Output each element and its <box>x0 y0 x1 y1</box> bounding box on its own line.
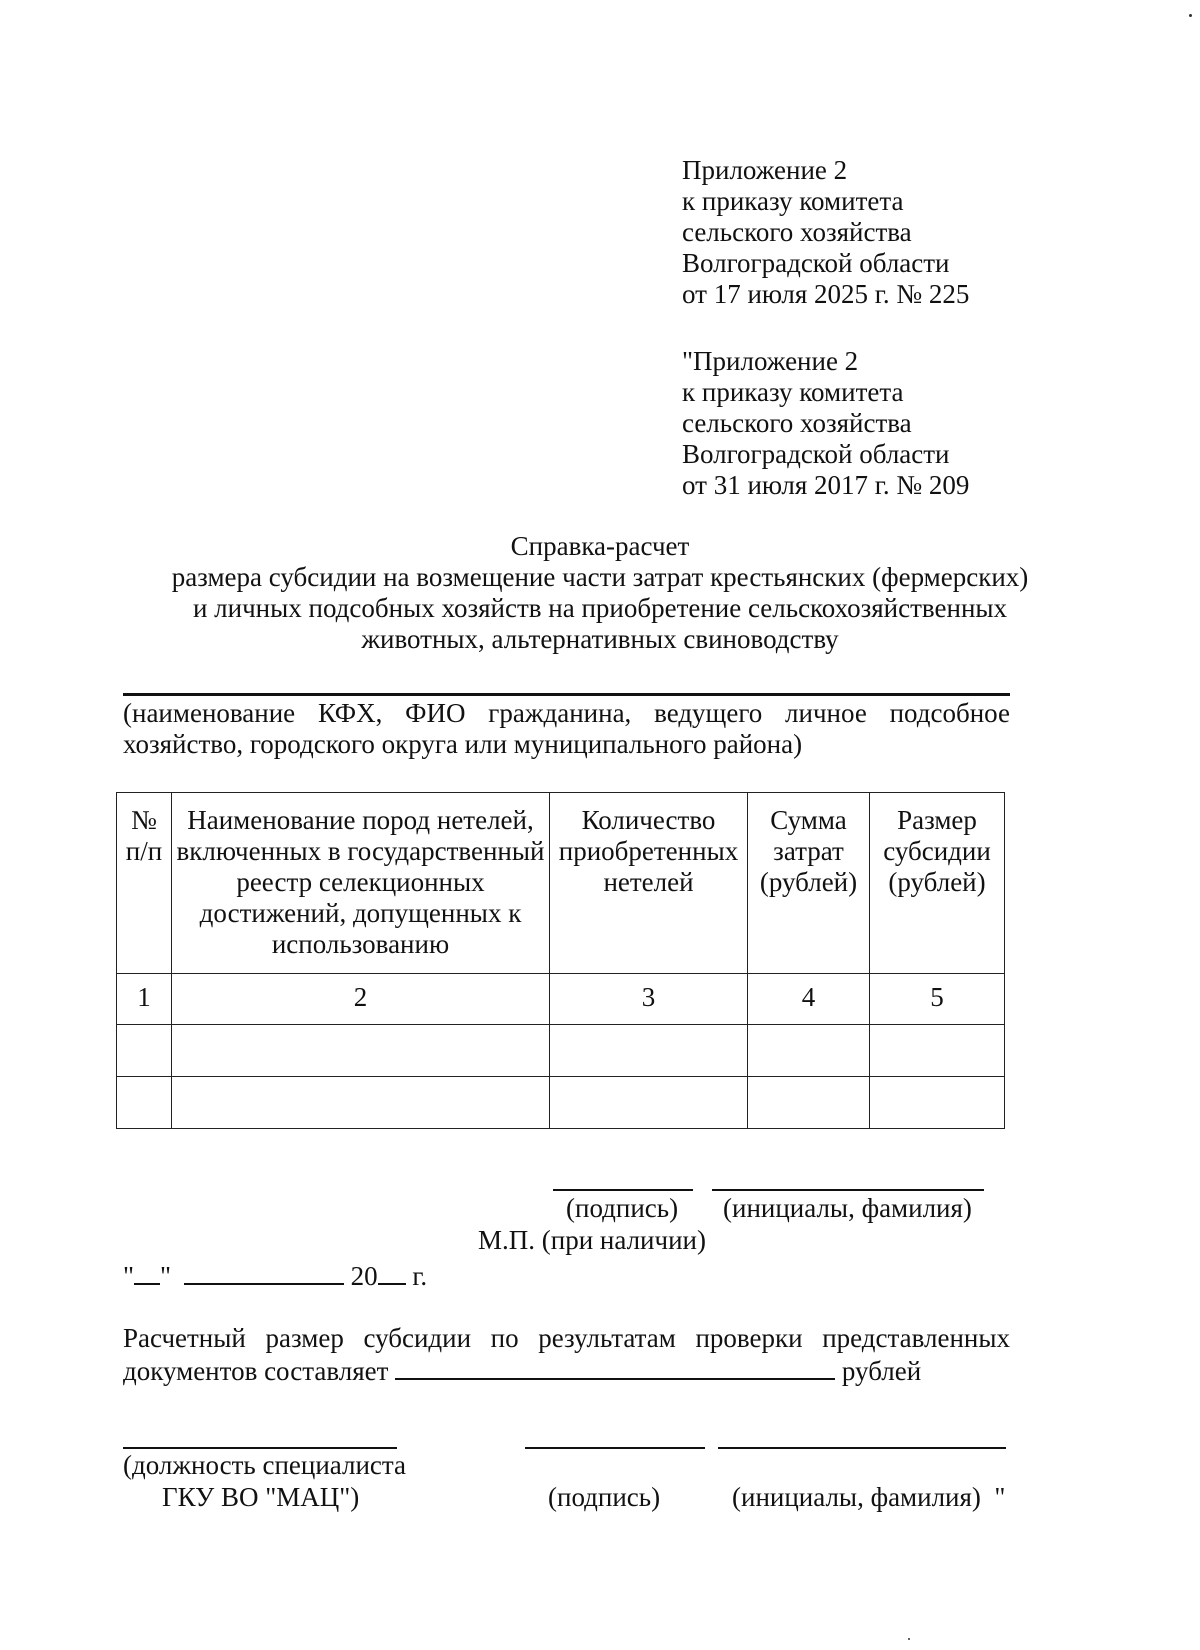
scan-speck <box>1189 14 1192 17</box>
table-header-row <box>117 793 1005 974</box>
column-number: 1 <box>117 974 172 1025</box>
specialist-signature-line[interactable] <box>525 1447 705 1449</box>
year-suffix: г. <box>412 1261 428 1291</box>
table-cell[interactable] <box>117 1025 172 1077</box>
header-cost: Сумма затрат (рублей) <box>748 793 870 974</box>
appendix-line: "Приложение 2 <box>682 346 859 376</box>
initials-caption <box>732 1482 1005 1513</box>
specialist-initials-line[interactable] <box>718 1447 1006 1449</box>
caption-line: хозяйство, городского округа или муниципального района) <box>123 729 803 759</box>
applicant-name-line[interactable] <box>123 693 1010 696</box>
result-prefix: документов составляет <box>123 1356 389 1386</box>
table-cell[interactable] <box>550 1025 748 1077</box>
appendix-line: от 17 июля 2025 г. № 225 <box>682 279 970 309</box>
appendix-line: Волгоградской области <box>682 439 950 469</box>
table-column-numbers <box>117 974 1005 1025</box>
table-cell[interactable] <box>550 1077 748 1129</box>
position-caption: (должность специалиста <box>123 1450 407 1480</box>
table-row <box>117 1077 1005 1129</box>
header-number: № п/п <box>117 793 172 974</box>
specialist-position-line[interactable] <box>123 1447 397 1449</box>
initials-caption: (инициалы, фамилия) <box>723 1193 972 1223</box>
appendix-line: сельского хозяйства <box>682 217 912 247</box>
appendix-header-original <box>682 346 1102 501</box>
appendix-line: сельского хозяйства <box>682 408 912 438</box>
appendix-line: от 31 июля 2017 г. № 209 <box>682 470 970 500</box>
document-title <box>100 531 1100 655</box>
table-cell[interactable] <box>172 1025 550 1077</box>
appendix-line: к приказу комитета <box>682 186 904 216</box>
signature-caption: (подпись) <box>548 1482 661 1512</box>
table-cell[interactable] <box>748 1077 870 1129</box>
header-quantity: Количество приобретенных нетелей <box>550 793 748 974</box>
table-row <box>117 1025 1005 1077</box>
result-line: Расчетный размер субсидии по результатам проверки представленных <box>123 1323 1010 1353</box>
header-subsidy: Размер субсидии (рублей) <box>870 793 1005 974</box>
quote-mark: " <box>123 1261 135 1291</box>
year-field[interactable] <box>378 1259 406 1285</box>
appendix-line: Волгоградской области <box>682 248 950 278</box>
title-line: и личных подсобных хозяйств на приобретение сельскохозяйственных <box>192 593 1008 623</box>
closing-quote: " <box>994 1482 1006 1512</box>
caption-line: (наименование КФХ, ФИО гражданина, ведущего личное подсобное <box>123 698 1010 728</box>
header-breed: Наименование пород нетелей, включенных в государственный реестр селекционных достижений, допущенных к использованию <box>172 793 550 974</box>
column-number: 5 <box>870 974 1005 1025</box>
calculated-result <box>123 1323 1010 1387</box>
table-cell[interactable] <box>117 1077 172 1129</box>
appendix-line: к приказу комитета <box>682 377 904 407</box>
signature-caption: (подпись) <box>566 1193 679 1223</box>
year-prefix: 20 <box>350 1261 378 1291</box>
day-field[interactable] <box>134 1259 160 1285</box>
table-cell[interactable] <box>870 1025 1005 1077</box>
position-caption: ГКУ ВО "МАЦ") <box>162 1482 360 1512</box>
appendix-header-current <box>682 155 1102 310</box>
scan-speck <box>908 1638 910 1640</box>
appendix-line: Приложение 2 <box>682 155 848 185</box>
applicant-name-caption <box>123 698 1010 760</box>
quote-mark: " <box>160 1261 172 1291</box>
column-number: 4 <box>748 974 870 1025</box>
initials-caption-text: (инициалы, фамилия) <box>732 1482 981 1512</box>
column-number: 3 <box>550 974 748 1025</box>
table-cell[interactable] <box>870 1077 1005 1129</box>
result-suffix: рублей <box>841 1356 922 1386</box>
calculation-table <box>116 792 1005 1129</box>
column-number: 2 <box>172 974 550 1025</box>
title-heading: Справка-расчет <box>510 531 690 561</box>
month-field[interactable] <box>184 1259 344 1285</box>
amount-field[interactable] <box>395 1354 835 1380</box>
applicant-signature-line[interactable] <box>553 1189 693 1191</box>
applicant-initials-line[interactable] <box>712 1189 984 1191</box>
table-cell[interactable] <box>748 1025 870 1077</box>
stamp-caption: М.П. (при наличии) <box>478 1225 706 1255</box>
title-line: размера субсидии на возмещение части затрат крестьянских (фермерских) <box>171 562 1029 592</box>
table-cell[interactable] <box>172 1077 550 1129</box>
date-line <box>123 1259 427 1292</box>
title-line: животных, альтернативных свиноводству <box>361 624 839 654</box>
